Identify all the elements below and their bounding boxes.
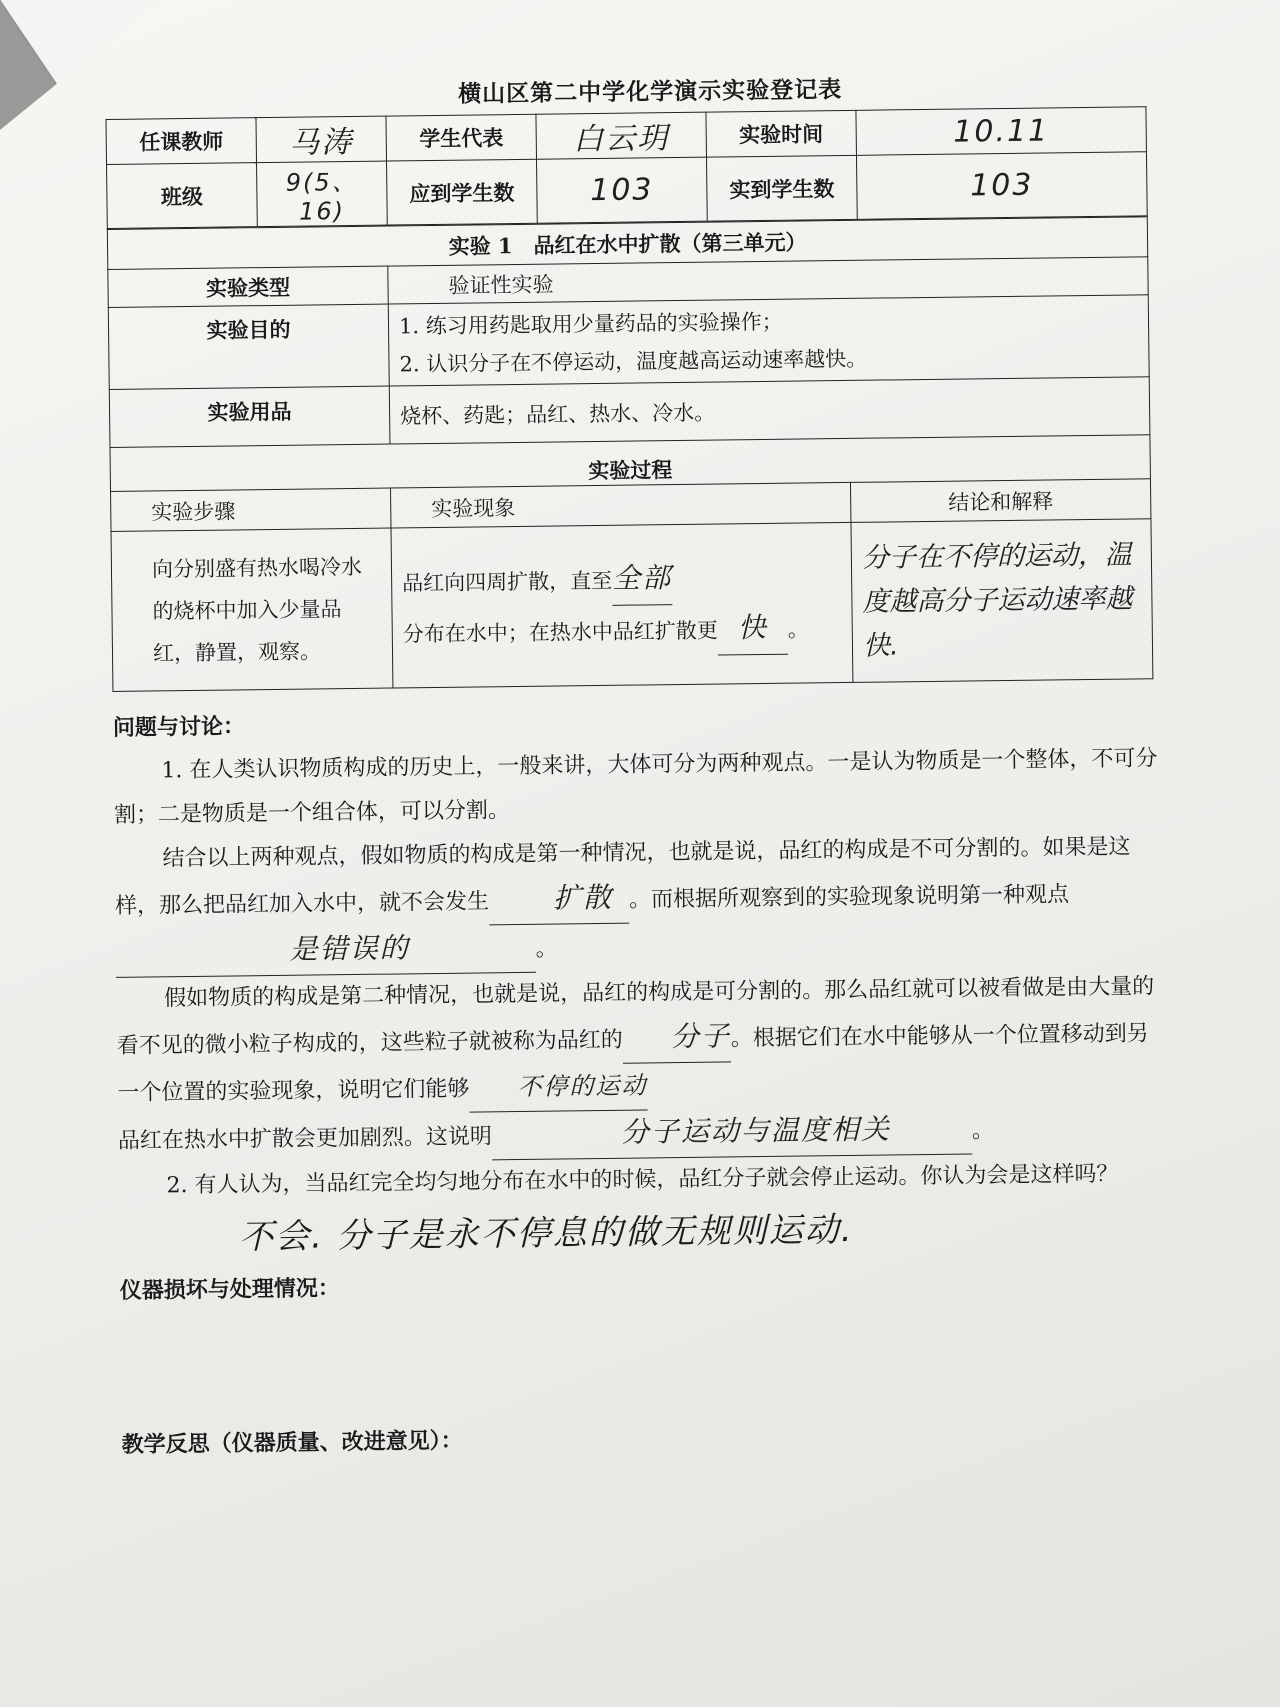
q1-blank5: 分子运动与温度相关 <box>492 1106 973 1160</box>
q1-blank2: 是错误的 <box>115 925 536 978</box>
type-label: 实验类型 <box>108 266 388 307</box>
header-table <box>105 106 1147 229</box>
discussion-heading: 问题与讨论： <box>112 713 246 741</box>
q1-intro: 1. 在人类认识物质构成的历史上，一般来讲，大体可分为两种观点。一是认为物质是一个整体，不可分割；二是物质是一个组合体，可以分割。 <box>113 746 1158 828</box>
actual-label: 实到学生数 <box>706 155 857 221</box>
q1-blank3: 分子 <box>622 1014 731 1063</box>
experiment-title: 实验 1 品红在水中扩散（第三单元） <box>107 217 1147 270</box>
purpose-item-2: 2. 认识分子在不停运动，温度越高运动速率越快。 <box>399 346 868 376</box>
registration-form <box>105 67 1172 1467</box>
phenomena-part1: 品红向四周扩散，直至 <box>402 568 613 595</box>
damage-label: 仪器损坏与处理情况： <box>119 1275 340 1304</box>
form-title: 横山区第二中学化学演示实验登记表 <box>458 75 843 108</box>
supplies-label: 实验用品 <box>109 386 390 447</box>
q1-blank4: 不停的运动 <box>469 1063 648 1112</box>
q1-paragraph3: 假如物质的构成是第二种情况，也就是说，品红的构成是可分割的。那么品红就可以被看做是由大量的看不见的微小粒子构成的，这些粒子就被称为品红的 分子。根据它们在水中能够从一个位置移动到另一个位置的实验现象，说明它们能够 不停的运动 品红在热水中扩散会更加剧烈。这说明 分子运动与温度相关 。 <box>116 965 1168 1165</box>
teacher-label: 任课教师 <box>106 118 257 165</box>
reflection-label: 教学反思（仪器质量、改进意见）： <box>121 1427 463 1458</box>
process-label: 实验过程 <box>110 435 1150 492</box>
col-steps: 实验步骤 <box>111 488 391 531</box>
class-value: 9(5、16) <box>285 167 358 226</box>
discussion-section <box>113 693 1172 1467</box>
student-rep-label: 学生代表 <box>386 114 537 161</box>
q2-text: 2. 有人认为，当品红完全均匀地分布在水中的时候，品红分子就会停止运动。你认为会是这样吗？ <box>166 1161 1119 1199</box>
actual-value: 103 <box>970 167 1034 204</box>
col-conclusion: 结论和解释 <box>850 479 1150 523</box>
conclusion-handwriting: 分子在不停的运动，温度越高分子运动速率越快. <box>861 538 1133 662</box>
supplies-value: 烧杯、药匙；品红、热水、冷水。 <box>389 377 1150 444</box>
expected-value: 103 <box>590 172 654 209</box>
purpose-item-1: 1. 练习用药匙取用少量药品的实验操作； <box>398 309 783 338</box>
q2-answer: 不会. 分子是永不停息的做无规则运动. <box>238 1209 854 1258</box>
phenomena-cell: 品红向四周扩散，直至全部 分布在水中；在热水中品红扩散更 快 。 <box>391 522 853 688</box>
col-phenomena: 实验现象 <box>391 482 851 528</box>
phenomena-blank1: 全部 <box>612 554 673 606</box>
student-rep-value: 白云玥 <box>573 121 670 158</box>
time-label: 实验时间 <box>706 110 857 157</box>
time-value: 10.11 <box>953 112 1050 150</box>
experiment-table <box>107 216 1154 692</box>
expected-label: 应到学生数 <box>387 159 538 225</box>
teacher-value: 马涛 <box>289 124 354 161</box>
purpose-label: 实验目的 <box>108 304 389 389</box>
class-label: 班级 <box>107 163 258 229</box>
q1-blank1: 扩散 <box>489 876 630 926</box>
type-value: 验证性实验 <box>388 257 1148 304</box>
phenomena-part2: 分布在水中；在热水中品红扩散更 <box>402 618 718 646</box>
phenomena-blank2: 快 <box>717 603 788 655</box>
steps-text: 向分别盛有热水喝冷水的烧杯中加入少量品红，静置，观察。 <box>111 528 393 691</box>
q1-paragraph2: 结合以上两种观点，假如物质的构成是第一种情况，也就是说，品红的构成是不可分割的。如果是这样，那么把品红加入水中，就不会发生 扩散 。而根据所观察到的实验现象说明第一种观点是错误的 。 <box>114 825 1166 978</box>
